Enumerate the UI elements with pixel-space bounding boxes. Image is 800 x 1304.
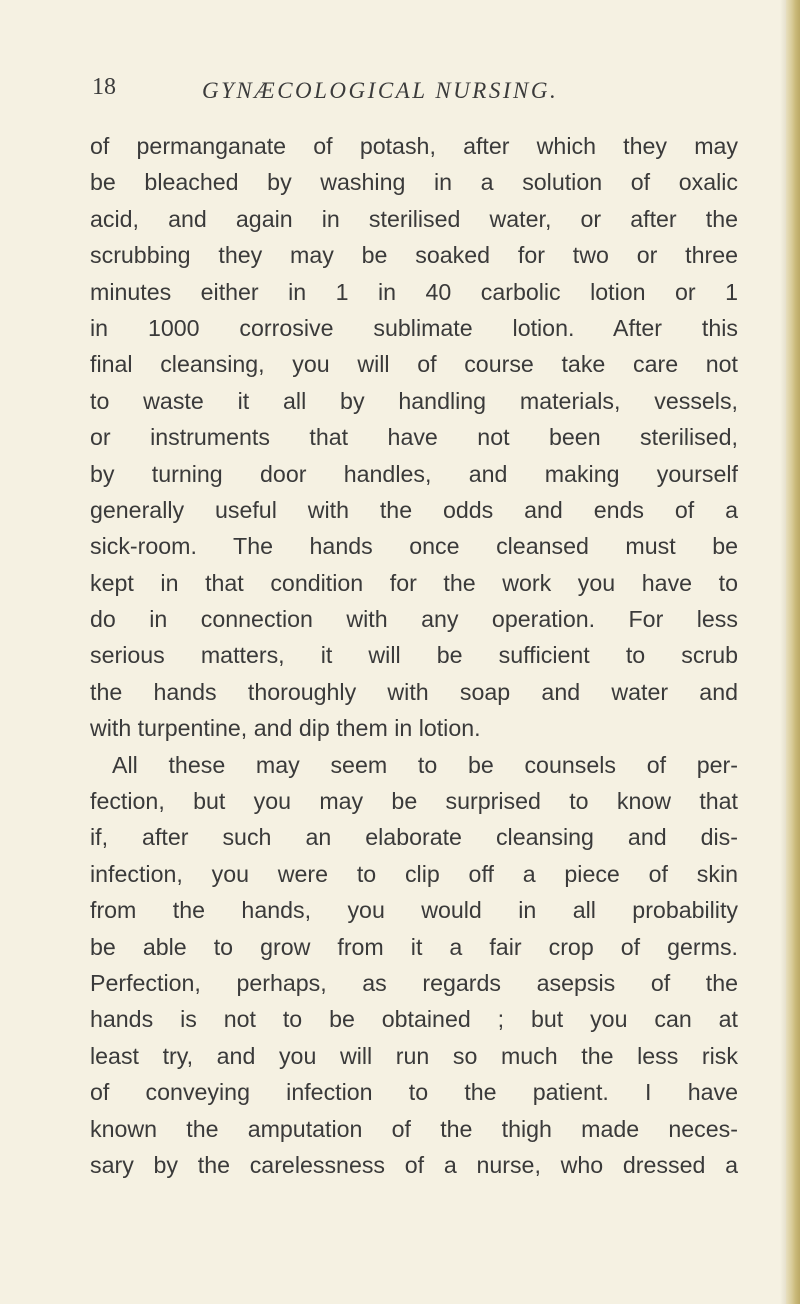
text-line: serious matters, it will be sufficient to scrub (90, 642, 738, 669)
text-line: final cleansing, you will of course take care not (90, 351, 738, 378)
text-line: sick-room. The hands once cleansed must be (90, 533, 738, 560)
text-line: sary by the carelessness of a nurse, who dressed a (90, 1151, 738, 1178)
text-line: if, after such an elaborate cleansing and dis- (90, 824, 738, 851)
text-line: be bleached by washing in a solution of oxalic (90, 169, 738, 196)
text-line: do in connection with any operation. For less (90, 606, 738, 633)
text-line: or instruments that have not been sterilised, (90, 424, 738, 451)
text-line: hands is not to be obtained ; but you can at (90, 1006, 738, 1033)
text-line: from the hands, you would in all probability (90, 897, 738, 924)
page-number: 18 (92, 74, 116, 100)
text-line: in 1000 corrosive sublimate lotion. After this (90, 314, 738, 341)
text-line: fection, but you may be surprised to know that (90, 788, 738, 815)
text-line: of permanganate of potash, after which they may (90, 133, 738, 159)
text-line: All these may seem to be counsels of per- (112, 751, 738, 778)
text-line: kept in that condition for the work you have to (90, 569, 738, 596)
text-line: generally useful with the odds and ends of a (90, 496, 738, 523)
text-line: known the amputation of the thigh made neces- (90, 1115, 738, 1142)
text-line: scrubbing they may be soaked for two or three (90, 242, 738, 269)
text-line: infection, you were to clip off a piece of skin (90, 860, 738, 887)
body-text (90, 128, 738, 1183)
text-line: to waste it all by handling materials, vessels, (90, 387, 738, 414)
text-line: by turning door handles, and making yourself (90, 460, 738, 487)
text-line: acid, and again in sterilised water, or after the (90, 205, 738, 232)
text-line: the hands thoroughly with soap and water and (90, 678, 738, 705)
page-edge (786, 0, 800, 1304)
page-header (92, 72, 732, 108)
running-head: GYNÆCOLOGICAL NURSING. (202, 78, 559, 103)
text-line: be able to grow from it a fair crop of germs. (90, 933, 738, 960)
text-line: least try, and you will run so much the less risk (90, 1042, 738, 1069)
text-line: with turpentine, and dip them in lotion. (90, 715, 481, 742)
text-line: minutes either in 1 in 40 carbolic lotion or 1 (90, 278, 738, 305)
text-line: of conveying infection to the patient. I have (90, 1079, 738, 1106)
text-line: Perfection, perhaps, as regards asepsis of the (90, 969, 738, 996)
